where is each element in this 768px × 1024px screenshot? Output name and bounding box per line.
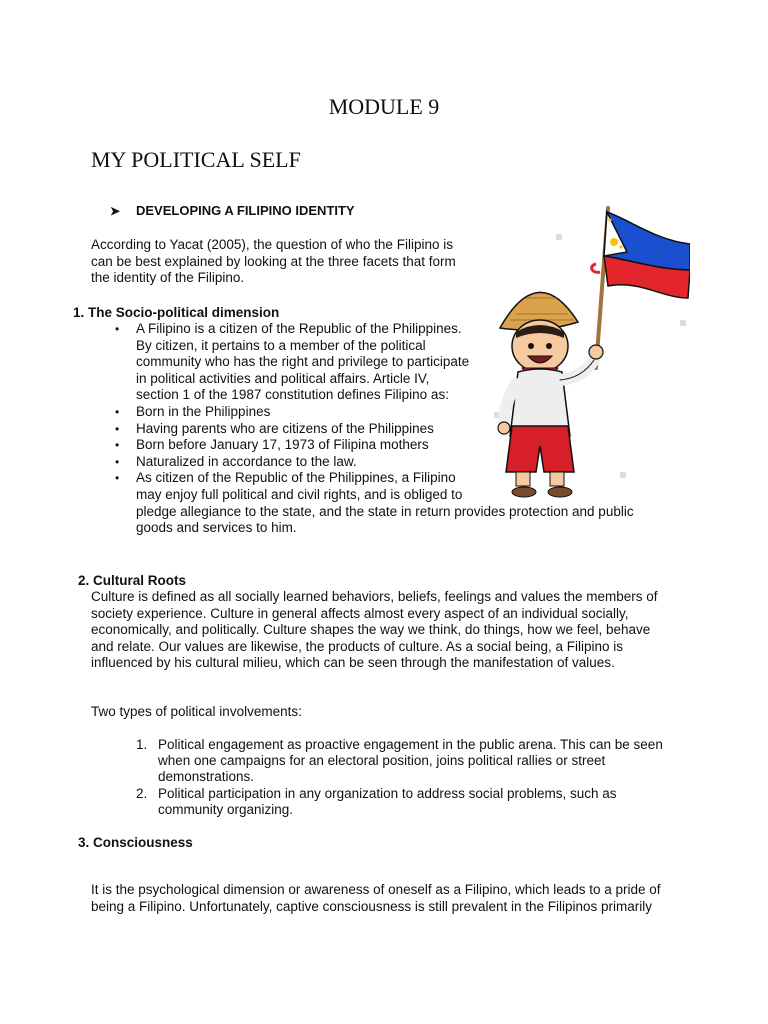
section-heading-text: DEVELOPING A FILIPINO IDENTITY bbox=[136, 203, 355, 218]
text-line: • Having parents who are citizens of the Philippines bbox=[136, 420, 434, 436]
section-2-heading bbox=[78, 573, 186, 588]
text-line: the identity of the Filipino. bbox=[91, 270, 245, 286]
cultural-roots-paragraph bbox=[91, 589, 691, 672]
page-title: MY POLITICAL SELF bbox=[91, 147, 301, 172]
section-title: Cultural Roots bbox=[93, 573, 187, 588]
section-number: 2. bbox=[78, 573, 90, 588]
text-line: section 1 of the 1987 constitution defines Filipino as: bbox=[136, 387, 449, 403]
text-line: • Born before January 17, 1973 of Filipina mothers bbox=[136, 437, 429, 453]
text-line: According to Yacat (2005), the question of who the Filipino is bbox=[91, 237, 453, 252]
text-line: community who has the right and privilege to participate bbox=[136, 354, 470, 370]
text-line: influenced by his cultural milieu, which can be seen through the manifestation of values. bbox=[91, 655, 615, 671]
text-line: It is the psychological dimension or awareness of oneself as a Filipino, which leads to a pride of bbox=[91, 882, 661, 897]
filipino-boy-flag-illustration bbox=[490, 200, 690, 510]
text-line: economically, and politically. Culture shapes the way we think, do things, how we feel, behave bbox=[91, 622, 651, 638]
section-3-heading bbox=[78, 835, 193, 850]
section-title: The Socio-political dimension bbox=[88, 305, 280, 320]
text-line: in political activities and political affairs. Article IV, bbox=[136, 370, 430, 386]
section-title: Consciousness bbox=[93, 835, 193, 850]
involvement-list bbox=[136, 737, 696, 818]
text-line: • A Filipino is a citizen of the Republic of the Philippines. bbox=[136, 321, 462, 336]
text-line: and relate. Our values are likewise, the products of culture. As a social being, a Filipino is bbox=[91, 638, 624, 654]
text-line: demonstrations. bbox=[158, 769, 255, 785]
text-line: can be best explained by looking at the three facets that form bbox=[91, 253, 456, 269]
section-number: 3. bbox=[78, 835, 90, 850]
text-line: Political participation in any organization to address social problems, such as bbox=[158, 785, 617, 801]
text-line: when one campaigns for an electoral position, joins political rallies or street bbox=[158, 753, 606, 769]
consciousness-paragraph bbox=[91, 882, 691, 915]
text-line: • Naturalized in accordance to the law. bbox=[136, 453, 357, 469]
text-line: being a Filipino. Unfortunately, captive consciousness is still prevalent in the Filipinos primarily bbox=[91, 898, 653, 914]
module-number: MODULE 9 bbox=[328, 94, 440, 119]
section-1-heading bbox=[73, 305, 279, 320]
intro-paragraph bbox=[91, 237, 491, 287]
section-number: 1. bbox=[73, 305, 85, 320]
text-line: Culture is defined as all socially learned behaviors, beliefs, feelings and values the members of bbox=[91, 589, 658, 604]
item-number: 1. bbox=[136, 737, 148, 752]
text-line: Political engagement as proactive engagement in the public arena. This can be seen bbox=[158, 737, 663, 752]
arrow-bullet-icon: ➤ bbox=[110, 204, 121, 218]
section-heading bbox=[110, 203, 355, 218]
list-item bbox=[136, 737, 696, 786]
item-number: 2. bbox=[136, 785, 148, 801]
text-line: goods and services to him. bbox=[136, 520, 297, 536]
involvement-intro: Two types of political involvements: bbox=[91, 704, 302, 719]
text-line: By citizen, it pertains to a member of the political bbox=[136, 337, 426, 353]
text-line: • Born in the Philippines bbox=[136, 403, 271, 419]
text-line: • As citizen of the Republic of the Philippines, a Filipino bbox=[136, 470, 456, 486]
list-item bbox=[136, 786, 696, 818]
text-line: may enjoy full political and civil rights, and is obliged to bbox=[136, 486, 463, 502]
text-line: pledge allegiance to the state, and the state in return provides protection and public bbox=[136, 503, 634, 519]
text-line: community organizing. bbox=[158, 801, 294, 817]
boy-with-flag-icon bbox=[490, 200, 690, 510]
text-line: society experience. Culture in general affects almost every aspect of an individual socially, bbox=[91, 605, 629, 621]
